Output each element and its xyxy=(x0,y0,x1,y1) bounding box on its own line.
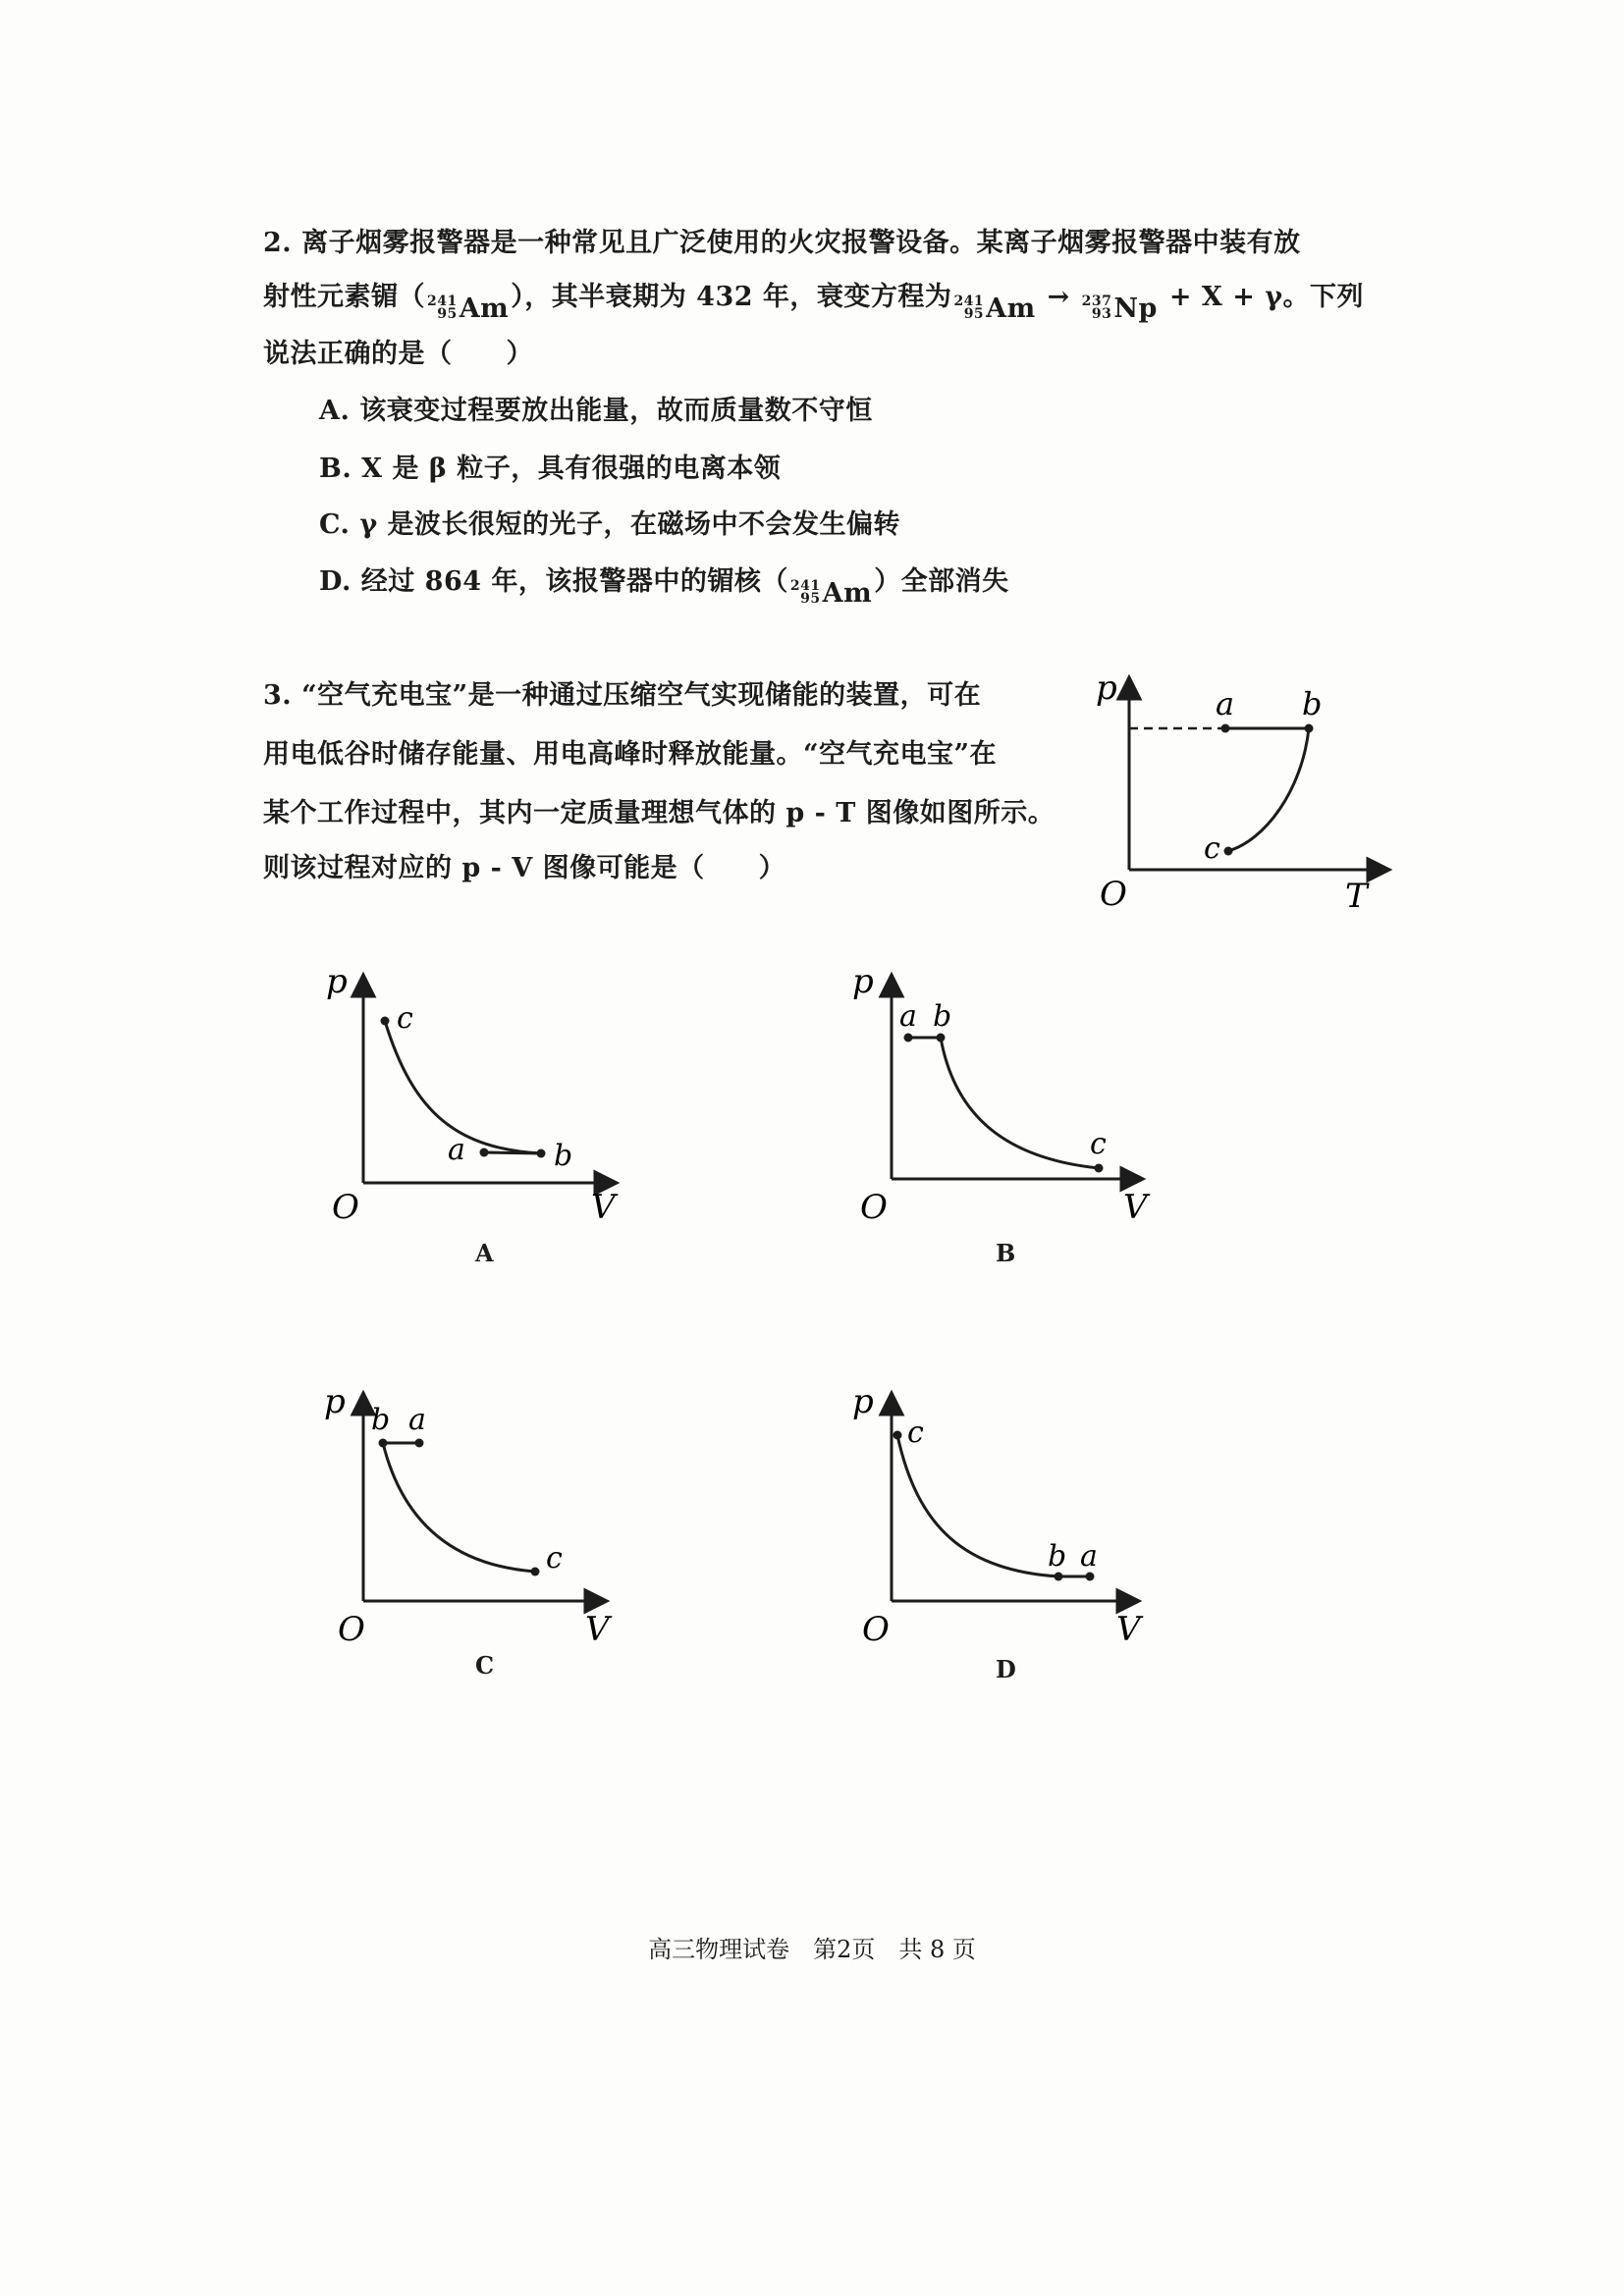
a-point-b xyxy=(537,1149,546,1158)
caption-b: B xyxy=(996,1239,1016,1267)
pt-x-label: T xyxy=(1345,877,1368,916)
pt-point-a xyxy=(1221,724,1230,733)
q2-line2-b: ），其半衰期为 432 年，衰变方程为 xyxy=(511,282,952,312)
q2-option-c[interactable]: C. γ 是波长很短的光子，在磁场中不会发生偏转 xyxy=(319,509,901,540)
pt-point-c xyxy=(1224,847,1233,856)
d-curve xyxy=(897,1435,1058,1576)
a-ab-segment xyxy=(484,1152,541,1153)
d-label-b: b xyxy=(1048,1539,1067,1574)
c-point-a xyxy=(415,1439,424,1448)
d-label-a: a xyxy=(1080,1539,1098,1574)
c-point-b xyxy=(379,1439,388,1448)
pt-label-c: c xyxy=(1204,831,1220,866)
a-label-c: c xyxy=(397,1001,413,1036)
nuclide-am-3: 241 95 Am xyxy=(789,577,873,609)
q2-line2-c: + X + γ。下列 xyxy=(1159,282,1365,312)
a-origin: O xyxy=(332,1188,359,1227)
pt-graph xyxy=(1088,664,1402,919)
caption-d: D xyxy=(996,1655,1016,1683)
a-point-a xyxy=(480,1148,489,1157)
q2-option-d[interactable]: D. 经过 864 年，该报警器中的镅核（ 241 95 Am ）全部消失 xyxy=(319,566,1009,609)
d-x-label: V xyxy=(1116,1610,1141,1649)
a-point-c xyxy=(381,1017,390,1026)
caption-a: A xyxy=(475,1239,494,1267)
c-origin: O xyxy=(338,1610,365,1649)
d-label-c: c xyxy=(907,1415,924,1450)
c-point-c xyxy=(531,1568,540,1576)
c-label-b: b xyxy=(371,1403,391,1437)
d-y-label: p xyxy=(852,1382,874,1421)
a-label-b: b xyxy=(554,1139,573,1173)
b-y-label: p xyxy=(852,962,874,1001)
q2-option-b[interactable]: B. X 是 β 粒子，具有很强的电离本领 xyxy=(319,454,782,484)
b-x-label: V xyxy=(1123,1188,1148,1227)
q2-line3: 说法正确的是（ ） xyxy=(263,339,533,369)
c-x-label: V xyxy=(585,1610,610,1649)
q3-line1: 3. “空气充电宝”是一种通过压缩空气实现储能的装置，可在 xyxy=(263,680,982,711)
q2-line1: 2. 离子烟雾报警器是一种常见且广泛使用的火灾报警设备。某离子烟雾报警器中装有放 xyxy=(263,228,1301,258)
a-x-label: V xyxy=(591,1188,616,1227)
q2-line2 xyxy=(263,275,1364,324)
b-label-b: b xyxy=(933,999,952,1034)
pv-graph-d xyxy=(846,1379,1161,1654)
pt-label-a: a xyxy=(1216,685,1235,722)
b-point-c xyxy=(1095,1164,1104,1173)
pv-graph-b xyxy=(846,957,1161,1232)
q3-line4: 则该过程对应的 p - V 图像可能是（ ） xyxy=(263,853,786,883)
b-origin: O xyxy=(860,1188,888,1227)
q2-option-a[interactable]: A. 该衰变过程要放出能量，故而质量数不守恒 xyxy=(319,396,873,426)
c-label-c: c xyxy=(546,1541,563,1575)
a-label-a: a xyxy=(448,1133,465,1167)
b-point-a xyxy=(904,1034,913,1042)
nuclide-am: 241 95 Am xyxy=(427,293,510,324)
c-y-label: p xyxy=(324,1382,346,1421)
pt-y-label: p xyxy=(1096,668,1117,708)
pt-label-b: b xyxy=(1302,685,1323,722)
pt-origin-label: O xyxy=(1100,875,1127,914)
d-point-c xyxy=(893,1431,902,1440)
b-curve xyxy=(941,1038,1099,1168)
arrow: → xyxy=(1037,282,1080,312)
c-curve xyxy=(383,1443,535,1572)
caption-c: C xyxy=(475,1651,495,1680)
b-label-c: c xyxy=(1090,1127,1107,1161)
a-y-label: p xyxy=(326,962,348,1001)
nuclide-np: 237 93 Np xyxy=(1081,293,1158,324)
nuclide-am-2: 241 95 Am xyxy=(953,293,1036,324)
q2-line2-a: 射性元素镅（ xyxy=(263,282,425,312)
d-origin: O xyxy=(862,1610,890,1649)
q3-line2: 用电低谷时储存能量、用电高峰时释放能量。“空气充电宝”在 xyxy=(263,739,998,770)
pt-bc-curve xyxy=(1228,728,1309,851)
pv-graph-c xyxy=(320,1379,624,1654)
q3-line3: 某个工作过程中，其内一定质量理想气体的 p - T 图像如图所示。 xyxy=(263,798,1056,828)
b-point-b xyxy=(937,1034,946,1042)
b-label-a: a xyxy=(899,999,917,1034)
c-label-a: a xyxy=(408,1403,426,1437)
page-footer: 高三物理试卷 第2页 共 8 页 xyxy=(648,1936,976,1963)
pt-point-b xyxy=(1305,724,1314,733)
pv-graph-a xyxy=(320,957,624,1232)
